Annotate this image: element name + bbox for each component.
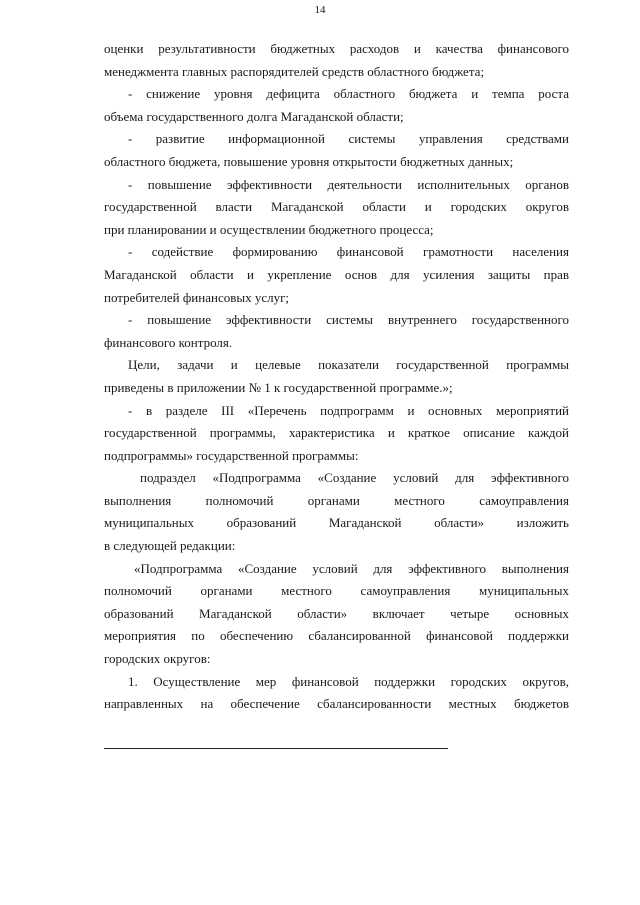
text-line: мероприятия по обеспечению сбалансированной финансовой поддержки <box>104 628 569 644</box>
text-line: 1. Осуществление мер финансовой поддержки городских округов, <box>128 673 569 689</box>
text-line: при планировании и осуществлении бюджетного процесса; <box>104 221 434 237</box>
text-line: приведены в приложении № 1 к государственной программе.»; <box>104 379 453 395</box>
text-line: выполнения полномочий органами местного самоуправления <box>104 492 569 508</box>
document-body <box>104 38 569 716</box>
text-line: образований Магаданской области» включает четыре основных <box>104 605 569 621</box>
text-line: подпрограммы» государственной программы: <box>104 447 359 463</box>
text-line: Магаданской области и укрепление основ для усиления защиты прав <box>104 266 569 282</box>
text-line: - снижение уровня дефицита областного бюджета и темпа роста <box>128 86 569 102</box>
footnote-separator <box>104 748 448 749</box>
text-line: Цели, задачи и целевые показатели государственной программы <box>128 357 569 373</box>
text-line: - повышение эффективности деятельности исполнительных органов <box>128 176 569 192</box>
text-line: - развитие информационной системы управления средствами <box>128 131 569 147</box>
text-line: потребителей финансовых услуг; <box>104 289 290 305</box>
page-number: 14 <box>314 4 326 16</box>
text-line: полномочий органами местного самоуправления муниципальных <box>104 583 569 599</box>
text-line: менеджмента главных распорядителей средств областного бюджета; <box>104 63 485 79</box>
text-line: муниципальных образований Магаданской области» изложить <box>104 515 569 531</box>
text-line: областного бюджета, повышение уровня открытости бюджетных данных; <box>104 153 514 169</box>
text-line: - в разделе III «Перечень подпрограмм и основных мероприятий <box>128 402 569 418</box>
text-line: подраздел «Подпрограмма «Создание условий для эффективного <box>140 470 569 486</box>
text-line: в следующей редакции: <box>104 538 236 554</box>
text-line: «Подпрограмма «Создание условий для эффективного выполнения <box>134 560 569 576</box>
text-line: направленных на обеспечение сбалансированности местных бюджетов <box>104 696 569 712</box>
text-line: государственной программы, характеристика и краткое описание каждой <box>104 425 569 441</box>
text-line: городских округов: <box>104 651 211 667</box>
text-line: государственной власти Магаданской области и городских округов <box>104 199 569 215</box>
text-line: оценки результативности бюджетных расходов и качества финансового <box>104 41 569 56</box>
text-line: - содействие формированию финансовой грамотности населения <box>128 244 569 260</box>
text-line: - повышение эффективности системы внутреннего государственного <box>128 312 569 328</box>
text-line: объема государственного долга Магаданской области; <box>104 108 404 124</box>
text-line: финансового контроля. <box>104 334 233 350</box>
